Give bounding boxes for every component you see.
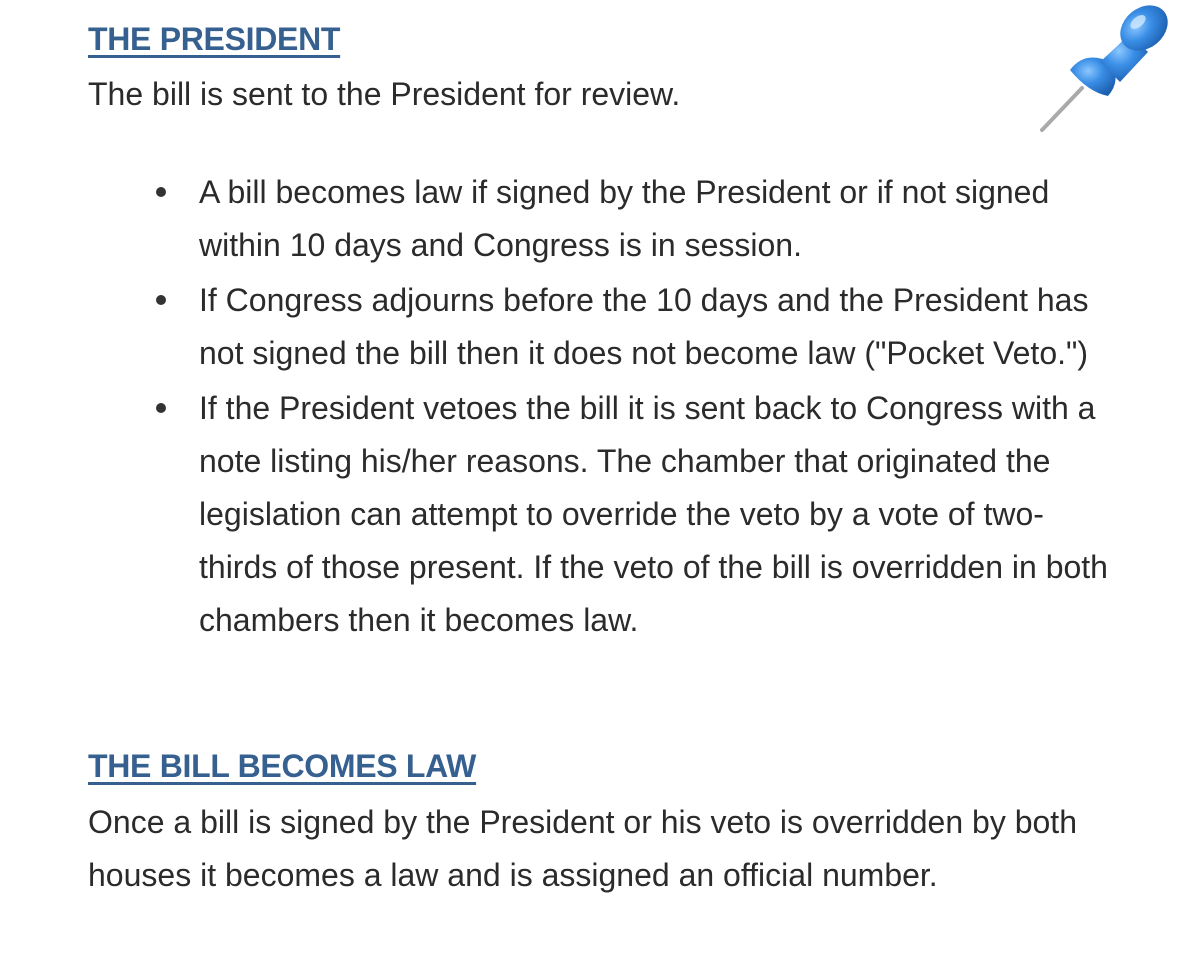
list-item: [88, 274, 1118, 380]
president-intro-text: The bill is sent to the President for review.: [88, 76, 681, 112]
section-heading-president[interactable]: THE PRESIDENT: [88, 21, 341, 57]
bullet-dot: [156, 295, 166, 305]
bullet-text: If Congress adjourns before the 10 days and the President has not signed the bill then it does not become law ("Pocket Veto."): [199, 282, 1089, 371]
bullet-dot: [156, 187, 166, 197]
president-bullet-list: [88, 166, 1118, 649]
bill-becomes-law-text: Once a bill is signed by the President or his veto is overridden by both houses it becomes a law and is assigned an official number.: [88, 804, 1077, 893]
list-item: [88, 166, 1118, 272]
bullet-dot: [156, 403, 166, 413]
bullet-text: If the President vetoes the bill it is sent back to Congress with a note listing his/her reasons. The chamber that originated the legislation can attempt to override the veto by a vote of two-thirds of those present. If the veto of the bill is overridden in both chambers then it becomes law.: [199, 390, 1108, 638]
section-heading-bill-becomes-law[interactable]: THE BILL BECOMES LAW: [88, 748, 477, 784]
bullet-text: A bill becomes law if signed by the President or if not signed within 10 days and Congress is in session.: [199, 174, 1050, 263]
list-item: [88, 382, 1118, 647]
pushpin-icon: [1030, 0, 1180, 140]
